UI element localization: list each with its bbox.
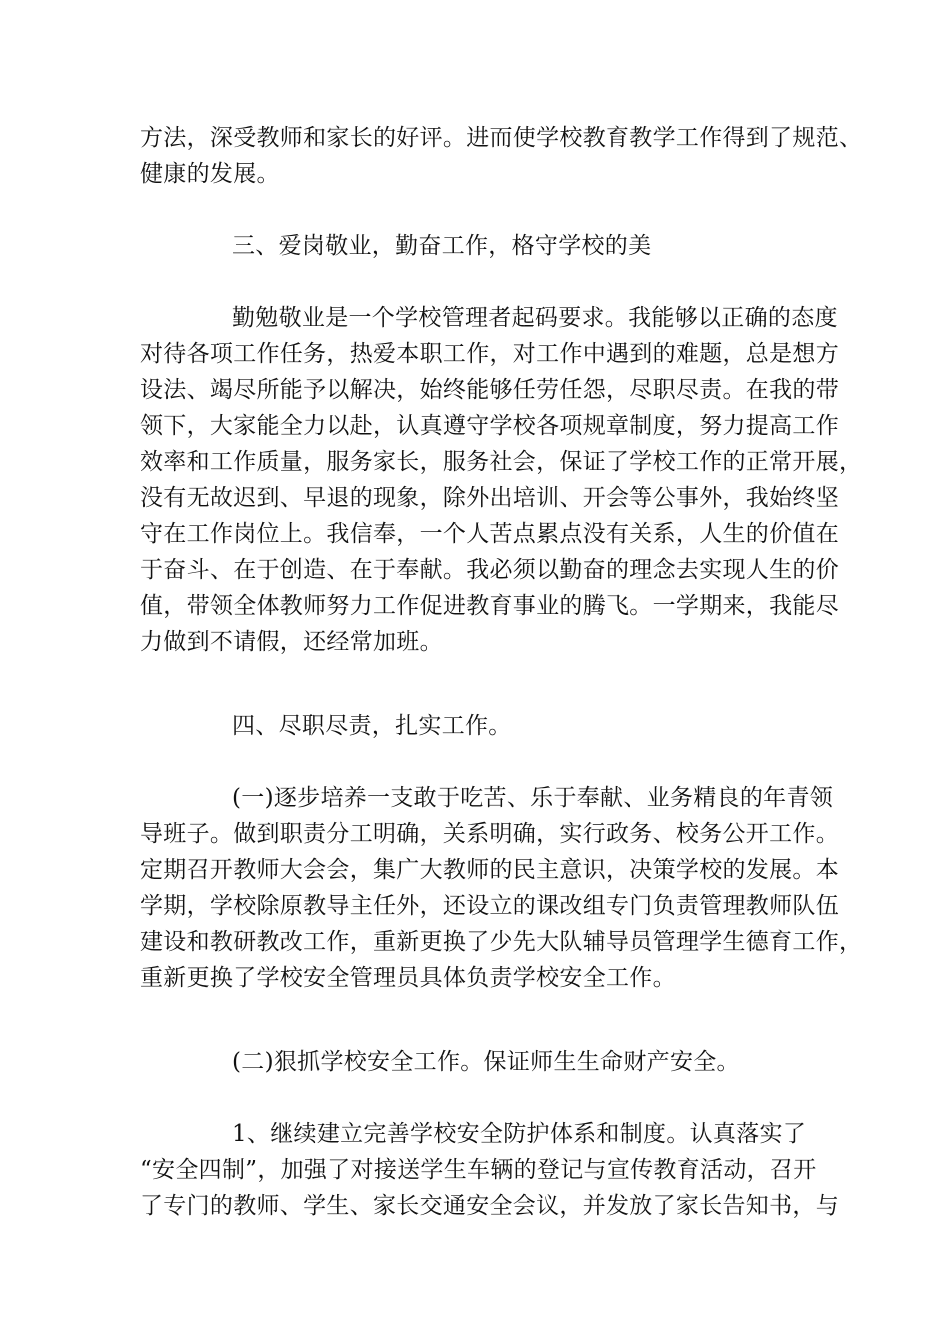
text-line: “安全四制”，加强了对接送学生车辆的登记与宣传教育活动，召开 <box>140 1157 817 1183</box>
paragraph-leadership <box>140 780 863 996</box>
text-line: 力做到不请假，还经常加班。 <box>140 629 443 655</box>
text-line: 方法，深受教师和家长的好评。进而使学校教育教学工作得到了规范、 <box>140 125 863 151</box>
section-heading-4 <box>140 708 830 744</box>
paragraph-diligence <box>140 300 863 660</box>
text-line: 于奋斗、在于创造、在于奉献。我必须以勤奋的理念去实现人生的价 <box>140 557 839 583</box>
text-line: 了专门的教师、学生、家长交通安全会议，并发放了家长告知书，与 <box>140 1193 839 1219</box>
text-line: 勤勉敬业是一个学校管理者起码要求。我能够以正确的态度 <box>232 305 838 331</box>
text-line: 建设和教研教改工作，重新更换了少先大队辅导员管理学生德育工作， <box>140 929 863 955</box>
paragraph-safety <box>140 1116 839 1224</box>
text-line: 领下，大家能全力以赴，认真遵守学校各项规章制度，努力提高工作 <box>140 413 839 439</box>
heading-text: 三、爱岗敬业，勤奋工作，格守学校的美 <box>232 233 652 259</box>
section-heading-3 <box>140 228 830 264</box>
heading-text: 四、尽职尽责，扎实工作。 <box>232 713 512 739</box>
text-line: 设法、竭尽所能予以解决，始终能够任劳任怨，尽职尽责。在我的带 <box>140 377 839 403</box>
text-line: 1、继续建立完善学校安全防护体系和制度。认真落实了 <box>232 1121 807 1147</box>
text-line: 值，带领全体教师努力工作促进教育事业的腾飞。一学期来，我能尽 <box>140 593 839 619</box>
text-line: 健康的发展。 <box>140 161 280 187</box>
text-line: 守在工作岗位上。我信奉，一个人苦点累点没有关系，人生的价值在 <box>140 521 839 547</box>
text-line: 定期召开教师大会会，集广大教师的民主意识，决策学校的发展。本 <box>140 857 839 883</box>
text-line: 对待各项工作任务，热爱本职工作，对工作中遇到的难题，总是想方 <box>140 341 839 367</box>
text-line: 导班子。做到职责分工明确，关系明确，实行政务、校务公开工作。 <box>140 821 839 847</box>
text-line: 效率和工作质量，服务家长，服务社会，保证了学校工作的正常开展， <box>140 449 863 475</box>
text-line: 重新更换了学校安全管理员具体负责学校安全工作。 <box>140 965 676 991</box>
paragraph-continuation <box>140 120 863 192</box>
subsection-heading-safety <box>140 1044 830 1080</box>
text-line: 没有无故迟到、早退的现象，除外出培训、开会等公事外，我始终坚 <box>140 485 839 511</box>
heading-text: (二)狠抓学校安全工作。保证师生生命财产安全。 <box>232 1049 740 1075</box>
text-line: 学期，学校除原教导主任外，还设立的课改组专门负责管理教师队伍 <box>140 893 839 919</box>
text-line: (一)逐步培养一支敢于吃苦、乐于奉献、业务精良的年青领 <box>232 785 834 811</box>
